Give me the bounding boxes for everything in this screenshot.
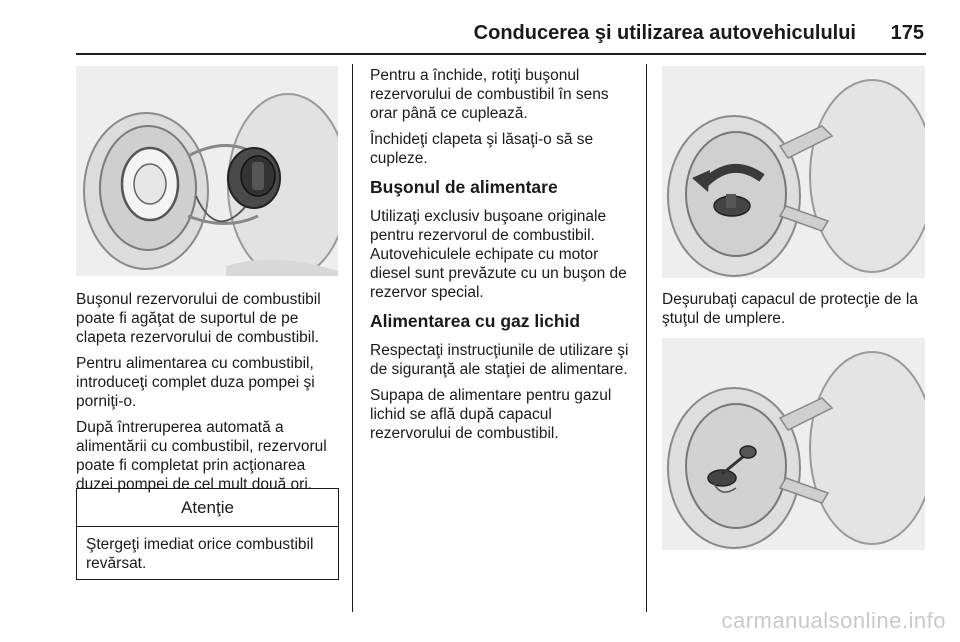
cap-rotation-illustration (662, 66, 925, 278)
paragraph-original-caps: Utilizaţi exclusiv buşoane originale pentru rezervorul de combustibil. Autovehiculele echipate cu motor diesel sunt prevăzute cu un buşon de rezervor special. (370, 208, 627, 301)
fuel-cap-illustration (76, 66, 338, 276)
cap-rotation-drawing (662, 66, 925, 278)
column-divider-1 (352, 64, 353, 612)
filler-neck-illustration (662, 338, 925, 550)
heading-fuel-cap: Buşonul de alimentare (370, 177, 558, 197)
paragraph-lpg-valve: Supapa de alimentare pentru gazul lichid se află după capacul rezervorului de combustibil. (370, 387, 612, 442)
column-divider-2 (646, 64, 647, 612)
heading-lpg-refuelling: Alimentarea cu gaz lichid (370, 311, 581, 331)
paragraph-closing: Pentru a închide, rotiţi buşonul rezervorului de combustibil în sens orar până ce cuplează. (370, 67, 609, 122)
watermark: carmanualsonline.info (721, 608, 946, 633)
fuel-cap-drawing (76, 66, 338, 276)
paragraph-top-up: După întreruperea automată a alimentării cu combustibil, rezervorul poate fi completat prin acţionarea duzei pompei de cel mult două ori. (76, 419, 327, 493)
warning-text: Ştergeţi imediat orice combustibil revărsat. (86, 536, 314, 572)
paragraph-refuelling: Pentru alimentarea cu combustibil, introduceţi complet duza pompei şi porniţi-o. (76, 355, 315, 410)
page-header (76, 22, 926, 48)
header-rule (76, 53, 926, 55)
paragraph-close-flap: Închideţi clapeta şi lăsaţi-o să se cupleze. (370, 131, 594, 167)
paragraph-cap-hanging: Buşonul rezervorului de combustibil poate fi agăţat de suportul de pe clapeta rezervorului de combustibil. (76, 291, 321, 346)
warning-title: Atenţie (77, 489, 338, 527)
column-3 (662, 290, 930, 335)
filler-neck-drawing (662, 338, 925, 550)
page-number: 175 (890, 22, 924, 44)
caption-unscrew-cap: Deşurubaţi capacul de protecţie de la ştuţul de umplere. (662, 291, 918, 327)
header-title: Conducerea şi utilizarea autovehiculului (473, 22, 856, 44)
column-2 (370, 66, 636, 450)
paragraph-lpg-safety: Respectaţi instrucţiunile de utilizare şi de siguranţă ale staţiei de alimentare. (370, 342, 629, 378)
warning-box (76, 488, 339, 580)
column-1 (76, 290, 340, 501)
